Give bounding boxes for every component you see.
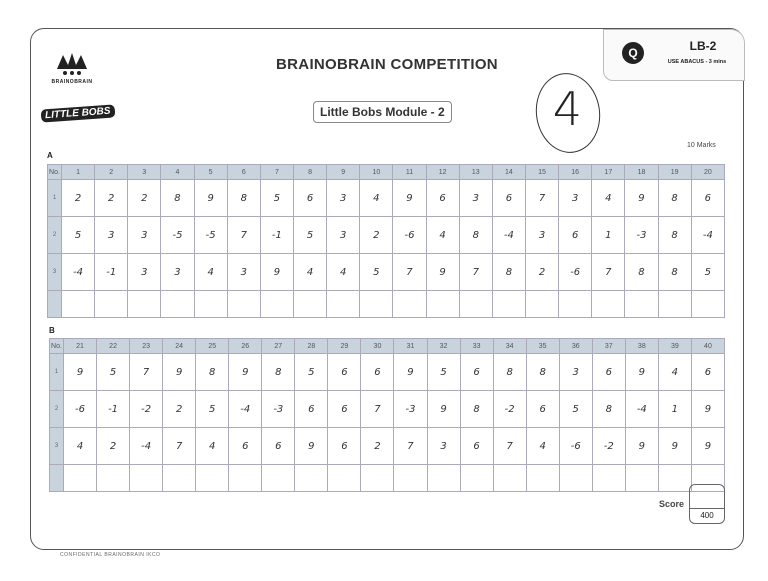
problem-cell: 3 [327,217,360,254]
column-number: 5 [194,165,227,180]
answer-cell[interactable] [95,291,128,318]
answer-cell[interactable] [361,465,394,492]
problem-cell: 9 [691,391,724,428]
column-number: 30 [361,339,394,354]
answer-cell[interactable] [130,465,163,492]
handwritten-mark [531,69,606,157]
row-number: 1 [50,354,64,391]
problem-cell: 7 [393,254,426,291]
problem-cell: 8 [658,254,691,291]
answer-cell[interactable] [128,291,161,318]
answer-row [50,465,725,492]
column-number: 19 [658,165,691,180]
problem-cell: 6 [691,180,724,217]
column-number: 33 [460,339,493,354]
column-number: 12 [426,165,459,180]
section-a-label: A [47,151,53,160]
section-b-label: B [49,326,55,335]
answer-cell[interactable] [328,465,361,492]
answer-cell[interactable] [460,465,493,492]
column-number: 8 [293,165,326,180]
column-number: 2 [95,165,128,180]
problem-cell: 6 [559,217,592,254]
problem-cell: 7 [130,354,163,391]
problem-cell: -4 [625,391,658,428]
answer-cell[interactable] [97,465,130,492]
problem-cell: 8 [658,217,691,254]
problem-cell: 7 [394,428,427,465]
problem-cell: 9 [691,428,724,465]
problem-cell: 2 [128,180,161,217]
problem-cell: -2 [592,428,625,465]
answer-cell[interactable] [691,291,724,318]
problem-cell: -6 [393,217,426,254]
problem-cell: 7 [525,180,558,217]
problem-cell: 4 [526,428,559,465]
answer-cell[interactable] [426,291,459,318]
row-number: 3 [48,254,62,291]
answer-cell[interactable] [559,291,592,318]
problem-cell: 8 [492,254,525,291]
column-number: 16 [559,165,592,180]
answer-cell[interactable] [592,291,625,318]
problem-cell: 5 [691,254,724,291]
problem-cell: 3 [525,217,558,254]
column-number: 36 [559,339,592,354]
problem-cell: -1 [260,217,293,254]
problem-cell: 6 [262,428,295,465]
problem-cell: -1 [95,254,128,291]
problem-cell: 9 [393,180,426,217]
problem-cell: 8 [526,354,559,391]
column-number: 22 [97,339,130,354]
problem-cell: 1 [592,217,625,254]
answer-cell[interactable] [625,465,658,492]
problem-cell: -6 [64,391,97,428]
answer-cell[interactable] [262,465,295,492]
page-title: BRAINOBRAIN COMPETITION [276,56,498,73]
problem-cell: -4 [492,217,525,254]
column-number: 15 [525,165,558,180]
column-number: 13 [459,165,492,180]
column-number: 28 [295,339,328,354]
problem-cell: 6 [328,428,361,465]
answer-cell[interactable] [393,291,426,318]
problem-cell: 6 [592,354,625,391]
problem-cell: -5 [194,217,227,254]
answer-row-label [48,291,62,318]
problem-cell: 7 [227,217,260,254]
answer-cell[interactable] [625,291,658,318]
problem-cell: 6 [460,428,493,465]
column-number: 9 [327,165,360,180]
column-number: 29 [328,339,361,354]
problem-cell: -4 [130,428,163,465]
answer-cell[interactable] [492,291,525,318]
problem-cell: -2 [493,391,526,428]
problem-cell: 2 [62,180,95,217]
handwritten-mark-value: 4 [552,82,583,137]
row-header: No. [50,339,64,354]
problem-cell: 7 [493,428,526,465]
problem-cell: 9 [194,180,227,217]
answer-row [48,291,725,318]
problem-cell: 4 [196,428,229,465]
column-number: 7 [260,165,293,180]
column-number: 20 [691,165,724,180]
problem-cell: 3 [95,217,128,254]
row-number: 2 [48,217,62,254]
problem-cell: 8 [493,354,526,391]
row-number: 2 [50,391,64,428]
problem-cell: 3 [559,354,592,391]
column-number: 14 [492,165,525,180]
footer-text: CONFIDENTIAL BRAINOBRAIN IKCO [60,552,161,558]
problem-cell: 8 [592,391,625,428]
row-number: 1 [48,180,62,217]
column-number: 31 [394,339,427,354]
column-number: 38 [625,339,658,354]
problem-cell: 1 [658,391,691,428]
column-number: 18 [625,165,658,180]
instructions: USE ABACUS - 3 mins [667,59,727,65]
problem-cell: -3 [394,391,427,428]
column-number: 35 [526,339,559,354]
column-number: 11 [393,165,426,180]
problem-cell: 7 [163,428,196,465]
problem-cell: 9 [295,428,328,465]
problem-cell: 9 [625,354,658,391]
problem-cell: 9 [426,254,459,291]
answer-cell[interactable] [394,465,427,492]
answer-cell[interactable] [459,291,492,318]
problem-cell: 2 [95,180,128,217]
problem-cell: 2 [97,428,130,465]
problem-cell: 9 [260,254,293,291]
problem-cell: 8 [658,180,691,217]
problem-cell: 9 [229,354,262,391]
problem-cell: 2 [163,391,196,428]
answer-sheet [30,28,744,550]
column-number: 21 [64,339,97,354]
column-number: 6 [227,165,260,180]
problem-cell: 6 [295,391,328,428]
problem-cell: 4 [592,180,625,217]
answer-cell[interactable] [559,465,592,492]
problem-cell: 2 [361,428,394,465]
answer-cell[interactable] [62,291,95,318]
column-number: 1 [62,165,95,180]
problem-cell: 5 [97,354,130,391]
row-header: No. [48,165,62,180]
problem-cell: 9 [625,180,658,217]
column-number: 37 [592,339,625,354]
column-number: 3 [128,165,161,180]
score-label: Score [659,499,685,509]
table-row [48,254,725,291]
table-row [50,354,725,391]
problem-cell: 4 [293,254,326,291]
problem-cell: 4 [64,428,97,465]
problem-cell: -3 [262,391,295,428]
answer-cell[interactable] [163,465,196,492]
problem-cell: 6 [426,180,459,217]
problem-cell: 3 [327,180,360,217]
problem-cell: 3 [161,254,194,291]
problem-cell: 5 [62,217,95,254]
problem-cell: 8 [625,254,658,291]
problem-cell: 6 [526,391,559,428]
problem-cell: 5 [260,180,293,217]
problem-cell: 7 [592,254,625,291]
marks-label: 10 Marks [687,142,716,149]
problem-cell: -2 [130,391,163,428]
problem-cell: 9 [64,354,97,391]
problem-cell: 8 [459,217,492,254]
problem-cell: -1 [97,391,130,428]
table-row [50,428,725,465]
problem-cell: 4 [658,354,691,391]
problem-cell: 5 [196,391,229,428]
answer-row-label [50,465,64,492]
answer-cell[interactable] [592,465,625,492]
answer-cell[interactable] [196,465,229,492]
column-number: 27 [262,339,295,354]
problem-cell: 8 [262,354,295,391]
problem-cell: 9 [658,428,691,465]
answer-cell[interactable] [427,465,460,492]
problem-cell: -3 [625,217,658,254]
column-number: 10 [360,165,393,180]
problem-cell: 9 [427,391,460,428]
problem-cell: 7 [459,254,492,291]
problem-cell: -6 [559,428,592,465]
problem-cell: 9 [163,354,196,391]
problem-cell: 6 [229,428,262,465]
score-box[interactable] [689,484,725,524]
section-a-table [47,164,725,318]
problem-cell: 6 [361,354,394,391]
problem-cell: -6 [559,254,592,291]
answer-cell[interactable] [260,291,293,318]
problem-cell: 5 [360,254,393,291]
problem-cell: 3 [227,254,260,291]
problem-cell: 3 [559,180,592,217]
answer-cell[interactable] [295,465,328,492]
problem-cell: 4 [327,254,360,291]
problem-cell: 6 [691,354,724,391]
problem-cell: 7 [361,391,394,428]
problem-cell: 5 [293,217,326,254]
problem-cell: 4 [194,254,227,291]
problem-cell: 5 [427,354,460,391]
column-number: 26 [229,339,262,354]
problem-cell: -4 [691,217,724,254]
problem-cell: 8 [196,354,229,391]
problem-cell: 6 [492,180,525,217]
column-number: 34 [493,339,526,354]
answer-cell[interactable] [161,291,194,318]
column-number: 23 [130,339,163,354]
level-box [603,29,745,81]
column-number: 25 [196,339,229,354]
problem-cell: 4 [360,180,393,217]
column-number: 24 [163,339,196,354]
problem-cell: 3 [128,217,161,254]
table-row [48,217,725,254]
answer-cell[interactable] [227,291,260,318]
answer-cell[interactable] [360,291,393,318]
problem-cell: 2 [525,254,558,291]
column-number: 39 [658,339,691,354]
problem-cell: 3 [459,180,492,217]
answer-cell[interactable] [526,465,559,492]
problem-cell: 4 [426,217,459,254]
problem-cell: 8 [227,180,260,217]
problem-cell: 2 [360,217,393,254]
section-b-table [49,338,725,492]
column-number: 32 [427,339,460,354]
logo-text: BRAINOBRAIN [51,79,93,85]
column-number: 4 [161,165,194,180]
module-label: Little Bobs Module - 2 [313,101,452,123]
problem-cell: 8 [161,180,194,217]
table-row [48,180,725,217]
answer-cell[interactable] [525,291,558,318]
problem-cell: 9 [625,428,658,465]
q-icon: Q [622,42,644,64]
answer-cell[interactable] [194,291,227,318]
problem-cell: 3 [427,428,460,465]
problem-cell: -4 [62,254,95,291]
row-number: 3 [50,428,64,465]
problem-cell: 6 [328,391,361,428]
column-number: 40 [691,339,724,354]
table-row [50,391,725,428]
answer-cell[interactable] [293,291,326,318]
answer-cell[interactable] [64,465,97,492]
problem-cell: 9 [394,354,427,391]
column-number: 17 [592,165,625,180]
problem-cell: 6 [328,354,361,391]
little-bobs-badge: LITTLE BOBS [41,104,115,122]
problem-cell: -5 [161,217,194,254]
problem-cell: 6 [460,354,493,391]
answer-cell[interactable] [229,465,262,492]
problem-cell: 5 [295,354,328,391]
answer-cell[interactable] [493,465,526,492]
problem-cell: 3 [128,254,161,291]
problem-cell: 8 [460,391,493,428]
answer-cell[interactable] [658,291,691,318]
level-code: LB-2 [689,39,717,53]
score-max: 400 [690,508,724,523]
problem-cell: 6 [293,180,326,217]
problem-cell: -4 [229,391,262,428]
answer-cell[interactable] [658,465,691,492]
answer-cell[interactable] [327,291,360,318]
problem-cell: 5 [559,391,592,428]
